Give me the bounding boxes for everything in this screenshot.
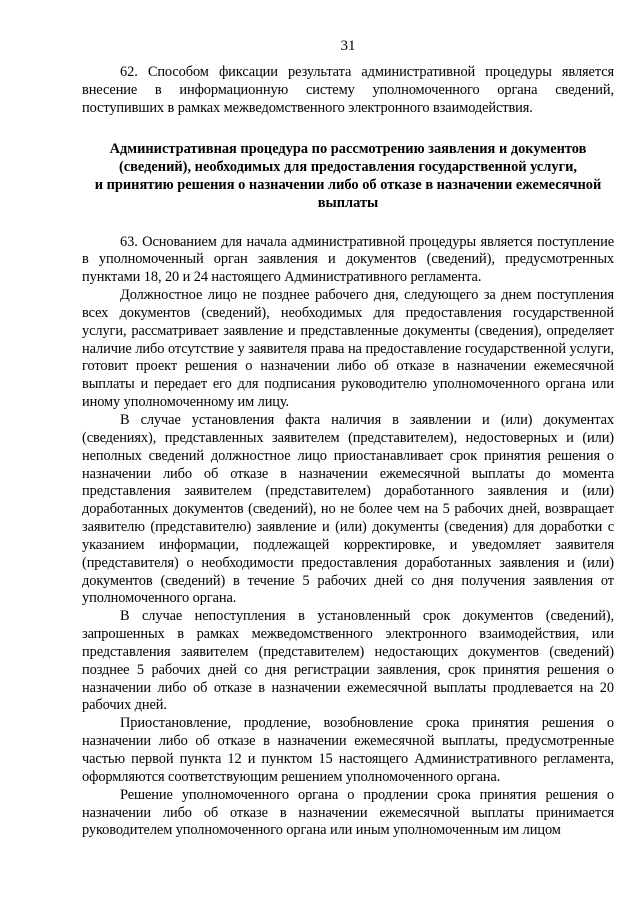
paragraph-63: 63. Основанием для начала административной процедуры является поступление в уполномоченный орган заявления и документов (сведений), предусмотренных пунктами 18, 20 и 24 настоящего Административного регламента.: [82, 233, 614, 286]
heading-line: Административная процедура по рассмотрению заявления и документов: [109, 140, 587, 157]
document-page: [82, 36, 614, 840]
page-number: 31: [340, 38, 356, 54]
heading-line: выплаты: [317, 194, 379, 211]
section-heading: [82, 140, 614, 212]
paragraph-suspension: В случае установления факта наличия в заявлении и (или) документах (сведениях), представленных заявителем (представителем), недостоверных и (или) неполных сведений должностное лицо приостанавливает срок принятия решения о назначении либо об отказе в назначении ежемесячной выплаты до момента представления заявителем (представителем) доработанного заявления и (или) доработанных документов (сведений), но не более чем на 5 рабочих дней, возвращает заявителю (представителю) заявление и (или) документы (сведения) для доработки с указанием информации, подлежащей корректировке, и уведомляет заявителя (представителя) о необходимости предоставления доработанных заявления и (или) документов (сведений) в течение 5 рабочих дней со дня получения заявления от уполномоченного органа.: [82, 411, 614, 607]
paragraph-official-review: Должностное лицо не позднее рабочего дня, следующего за днем поступления всех документов (сведений), необходимых для предоставления государственной услуги, рассматривает заявление и представленные документы (сведения), определяет наличие либо отсутствие у заявителя права на предоставление государственной услуги, готовит проект решения о назначении либо об отказе в назначении ежемесячной выплаты и передает его для подписания руководителю уполномоченного органа или иному уполномоченному им лицу.: [82, 287, 614, 411]
paragraph-62: 62. Способом фиксации результата административной процедуры является внесение в информационную систему уполномоченного органа сведений, поступивших в рамках межведомственного электронного взаимодействия.: [82, 64, 614, 116]
paragraph-formalization: Приостановление, продление, возобновление срока принятия решения о назначении либо об отказе в назначении ежемесячной выплаты, предусмотренные частью первой пункта 12 и пунктом 15 настоящего Административного регламента, оформляются соответствующим решением уполномоченного органа.: [82, 715, 614, 785]
heading-line: и принятию решения о назначении либо об отказе в назначении ежемесячной: [94, 176, 602, 193]
paragraph-extension-decision: Решение уполномоченного органа о продлении срока принятия решения о назначении либо об отказе в назначении ежемесячной выплаты принимается руководителем уполномоченного органа или иным уполномоченным им лицом: [82, 786, 614, 839]
paragraph-extension: В случае непоступления в установленный срок документов (сведений), запрошенных в рамках межведомственного электронного взаимодействия, или представления заявителем (представителем) недостающих документов (сведений) позднее 5 рабочих дней со дня регистрации заявления, срок принятия решения о назначении либо об отказе в назначении ежемесячной выплаты продлевается на 20 рабочих дней.: [82, 608, 614, 714]
heading-line: (сведений), необходимых для предоставления государственной услуги,: [118, 158, 578, 175]
